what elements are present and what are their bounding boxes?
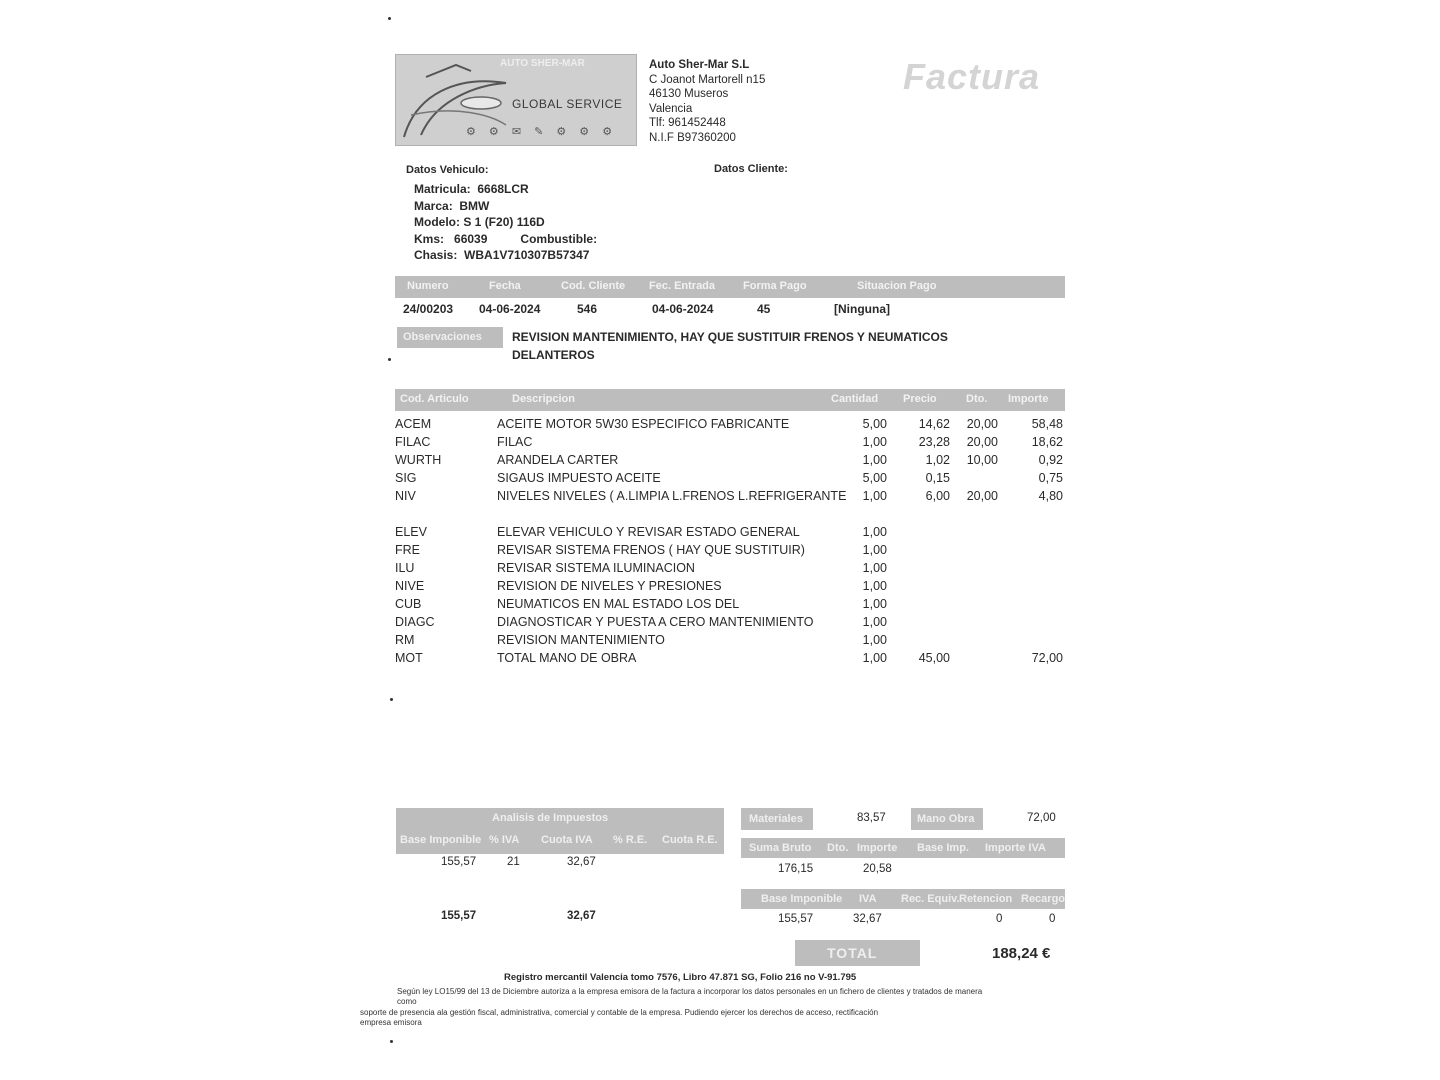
- item-row: [395, 543, 1065, 561]
- kms-value: 66039: [454, 231, 488, 246]
- base-value: 155,57: [778, 913, 814, 925]
- materiales-value: 83,57: [857, 812, 886, 824]
- client-code: 546: [577, 302, 598, 316]
- item-row: [395, 453, 1065, 471]
- item-quantity: 1,00: [862, 489, 887, 503]
- item-price: 45,00: [918, 651, 950, 665]
- retencion-value: 0: [996, 913, 1003, 925]
- registry-text: Registro mercantil Valencia tomo 7576, Libro 47.871 SG, Folio 216 no V-91.795: [504, 972, 857, 983]
- scan-dot: [388, 358, 391, 361]
- tax-total-cuota: 32,67: [567, 910, 596, 922]
- item-code: SIG: [395, 471, 417, 485]
- item-quantity: 1,00: [862, 561, 887, 575]
- observations-line2: DELANTEROS: [512, 348, 595, 362]
- item-description: REVISION MANTENIMIENTO: [497, 633, 665, 647]
- hdr-fec-entrada: Fec. Entrada: [649, 280, 716, 292]
- invoice-date: 04-06-2024: [479, 302, 541, 316]
- item-description: REVISION DE NIVELES Y PRESIONES: [497, 579, 722, 593]
- tax-row-base: 155,57: [441, 856, 477, 868]
- marca-label: Marca:: [414, 198, 453, 213]
- materiales-label: Materiales: [749, 813, 803, 825]
- company-nif: N.I.F B97360200: [649, 131, 736, 144]
- scan-dot: [390, 1040, 393, 1043]
- item-description: FILAC: [497, 435, 533, 449]
- service-icons-row: ⚙ ⚙ ✉ ✎ ⚙ ⚙ ⚙: [466, 126, 618, 138]
- item-discount: 20,00: [966, 435, 998, 449]
- item-code: ACEM: [395, 417, 432, 431]
- modelo-value: S 1 (F20) 116D: [463, 215, 545, 229]
- h2-suma-bruto: Suma Bruto: [749, 842, 812, 854]
- company-logo: [395, 54, 637, 146]
- item-row: [395, 417, 1065, 435]
- item-description: NEUMATICOS EN MAL ESTADO LOS DEL: [497, 597, 740, 611]
- legal-line-4: empresa emisora: [360, 1018, 422, 1027]
- h3-recargo: Recargo: [1021, 893, 1066, 905]
- col-descripcion: Descripcion: [512, 393, 575, 405]
- invoice-header-bar: [395, 276, 1065, 298]
- kms-label: Kms:: [414, 231, 445, 246]
- item-amount: 72,00: [1031, 651, 1063, 665]
- item-row: [395, 651, 1065, 669]
- suma-bruto-value: 176,15: [778, 863, 814, 875]
- item-row: [395, 615, 1065, 633]
- tax-analysis-header: [396, 808, 724, 854]
- item-price: 6,00: [925, 489, 950, 503]
- company-info: [649, 58, 765, 145]
- hdr-situacion-pago: Situacion Pago: [857, 280, 937, 292]
- h2-base-imp: Base Imp.: [917, 842, 969, 854]
- marca-value: BMW: [459, 198, 490, 213]
- item-row: [395, 525, 1065, 543]
- recargo-value: 0: [1049, 913, 1056, 925]
- item-description: ELEVAR VEHICULO Y REVISAR ESTADO GENERAL: [497, 525, 800, 539]
- item-quantity: 5,00: [862, 471, 887, 485]
- tax-title: Analisis de Impuestos: [492, 812, 609, 824]
- h3-rec-equiv: Rec. Equiv.: [901, 893, 960, 905]
- totals-header-3: [741, 889, 1065, 909]
- h2-importe-iva: Importe IVA: [985, 842, 1046, 854]
- vehicle-heading: Datos Vehiculo:: [406, 164, 489, 176]
- col-precio: Precio: [903, 393, 937, 405]
- col-dto: Dto.: [966, 393, 988, 405]
- logo-top-text: AUTO SHER-MAR: [500, 58, 585, 69]
- item-description: DIAGNOSTICAR Y PUESTA A CERO MANTENIMIENTO: [497, 615, 814, 629]
- company-city: 46130 Museros: [649, 88, 729, 100]
- item-row: [395, 489, 1065, 507]
- h3-base: Base Imponible: [761, 893, 843, 905]
- item-code: NIVE: [395, 579, 425, 593]
- item-code: CUB: [395, 597, 422, 611]
- item-code: FILAC: [395, 435, 431, 449]
- iva-value: 32,67: [853, 913, 882, 925]
- mano-obra-label: Mano Obra: [917, 813, 975, 825]
- item-amount: 58,48: [1031, 417, 1063, 431]
- payment-method: 45: [757, 302, 771, 316]
- document-title: Factura: [903, 56, 1041, 97]
- mano-obra-label-box: [911, 808, 983, 830]
- tax-total-base: 155,57: [441, 910, 477, 922]
- item-row: [395, 633, 1065, 651]
- chasis-value: WBA1V710307B57347: [464, 248, 590, 262]
- legal-line-2: como: [397, 997, 417, 1006]
- legal-line-3: soporte de presencia ala gestión fiscal, administrativa, comercial y contable de la empresa. Pudiendo ejercer los derechos de acceso, rectificación: [360, 1008, 879, 1017]
- item-quantity: 1,00: [862, 543, 887, 557]
- tax-col-base: Base Imponible: [400, 834, 482, 846]
- item-quantity: 1,00: [862, 633, 887, 647]
- item-description: SIGAUS IMPUESTO ACEITE: [497, 471, 661, 485]
- logo-brand: GLOBAL SERVICE: [512, 97, 623, 111]
- item-description: REVISAR SISTEMA FRENOS ( HAY QUE SUSTITUIR): [497, 543, 805, 557]
- chasis-label: Chasis:: [414, 248, 458, 262]
- tax-col-cuota-re: Cuota R.E.: [662, 834, 718, 846]
- matricula-label: Matricula:: [414, 182, 471, 196]
- company-address: C Joanot Martorell n15: [649, 73, 766, 86]
- totals-header-2: [741, 838, 1065, 858]
- item-description: TOTAL MANO DE OBRA: [497, 651, 637, 665]
- tax-row-cuota: 32,67: [567, 856, 596, 868]
- combustible-label: Combustible:: [520, 231, 598, 246]
- observations-label: Observaciones: [403, 331, 482, 343]
- item-quantity: 1,00: [862, 453, 887, 467]
- hdr-numero: Numero: [407, 280, 449, 292]
- item-quantity: 1,00: [862, 651, 887, 665]
- col-importe: Importe: [1008, 393, 1049, 405]
- tax-col-pct-iva: % IVA: [489, 834, 520, 846]
- item-amount: 18,62: [1031, 435, 1063, 449]
- item-code: FRE: [395, 543, 420, 557]
- tax-col-pct-re: % R.E.: [613, 834, 648, 846]
- item-discount: 20,00: [966, 417, 998, 431]
- observations-label-box: [397, 327, 503, 348]
- total-value: 188,24 €: [992, 945, 1051, 962]
- materiales-label-box: [741, 808, 813, 830]
- item-code: ILU: [395, 561, 415, 575]
- item-discount: 20,00: [966, 489, 998, 503]
- payment-status: [Ninguna]: [834, 302, 890, 316]
- company-province: Valencia: [649, 102, 693, 115]
- company-phone: Tlf: 961452448: [649, 117, 726, 129]
- hdr-forma-pago: Forma Pago: [743, 280, 807, 292]
- matricula-value: 6668LCR: [477, 182, 529, 196]
- item-row: [395, 597, 1065, 615]
- scan-dot: [390, 698, 393, 701]
- item-quantity: 1,00: [862, 579, 887, 593]
- observations-line1: REVISION MANTENIMIENTO, HAY QUE SUSTITUIR FRENOS Y NEUMATICOS: [512, 330, 948, 344]
- h2-dto: Dto.: [827, 842, 849, 854]
- item-quantity: 1,00: [862, 435, 887, 449]
- scan-dot: [388, 17, 391, 20]
- vehicle-details: [414, 181, 597, 264]
- item-quantity: 1,00: [862, 615, 887, 629]
- item-description: ACEITE MOTOR 5W30 ESPECIFICO FABRICANTE: [497, 417, 790, 431]
- item-quantity: 1,00: [862, 525, 887, 539]
- total-label: TOTAL: [827, 945, 878, 961]
- item-description: NIVELES NIVELES ( A.LIMPIA L.FRENOS L.REFRIGERANTE: [497, 489, 847, 503]
- entry-date: 04-06-2024: [652, 302, 714, 316]
- item-description: ARANDELA CARTER: [497, 453, 619, 467]
- item-description: REVISAR SISTEMA ILUMINACION: [497, 561, 695, 575]
- item-quantity: 5,00: [862, 417, 887, 431]
- items-header-bar: [395, 389, 1065, 411]
- item-amount: 0,75: [1038, 471, 1063, 485]
- item-code: MOT: [395, 651, 423, 665]
- item-amount: 0,92: [1038, 453, 1063, 467]
- item-price: 23,28: [918, 435, 950, 449]
- item-price: 0,15: [925, 471, 950, 485]
- tax-row-pct: 21: [507, 856, 520, 868]
- col-cod-articulo: Cod. Articulo: [400, 393, 469, 405]
- item-row: [395, 471, 1065, 489]
- total-label-box: [795, 940, 920, 966]
- item-price: 14,62: [918, 417, 950, 431]
- item-code: NIV: [395, 489, 416, 503]
- hdr-cod-cliente: Cod. Cliente: [561, 280, 626, 292]
- modelo-label: Modelo:: [414, 215, 460, 229]
- hdr-fecha: Fecha: [489, 280, 521, 292]
- col-cantidad: Cantidad: [831, 393, 879, 405]
- item-code: ELEV: [395, 525, 427, 539]
- item-row: [395, 579, 1065, 597]
- h3-iva: IVA: [859, 893, 877, 905]
- tax-col-cuota-iva: Cuota IVA: [541, 834, 593, 846]
- item-row: [395, 435, 1065, 453]
- h2-importe: Importe: [857, 842, 898, 854]
- item-quantity: 1,00: [862, 597, 887, 611]
- item-price: 1,02: [925, 453, 950, 467]
- invoice-number: 24/00203: [403, 302, 454, 316]
- client-heading: Datos Cliente:: [714, 163, 788, 175]
- item-code: RM: [395, 633, 415, 647]
- item-row: [395, 561, 1065, 579]
- item-code: WURTH: [395, 453, 442, 467]
- dto-importe-value: 20,58: [863, 863, 892, 875]
- item-amount: 4,80: [1038, 489, 1063, 503]
- item-discount: 10,00: [966, 453, 998, 467]
- item-code: DIAGC: [395, 615, 435, 629]
- company-name: Auto Sher-Mar S.L: [649, 59, 750, 71]
- mano-obra-value: 72,00: [1027, 812, 1056, 824]
- legal-line-1: Según ley LO15/99 del 13 de Diciembre autoriza a la empresa emisora de la factura a incorporar los datos personales en un fichero de clientes y tratados de manera: [397, 987, 983, 996]
- h3-retencion: Retencion: [959, 893, 1013, 905]
